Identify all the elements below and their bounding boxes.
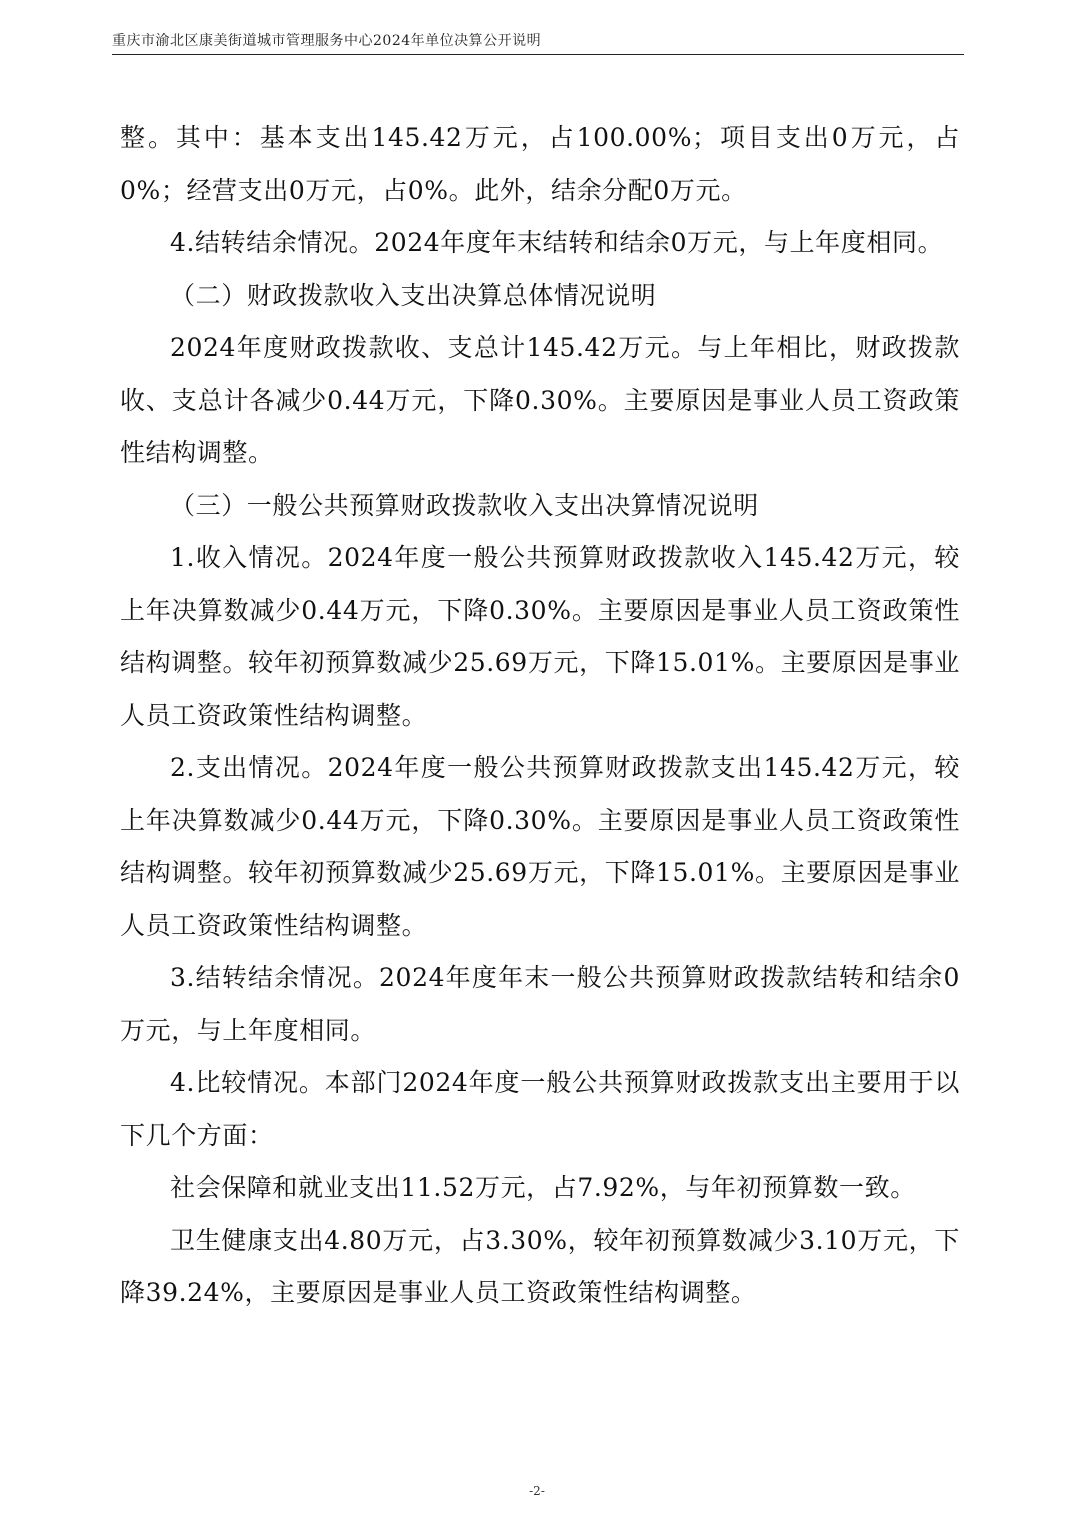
section-heading-fiscal-total: （二）财政拨款收入支出决算总体情况说明 bbox=[170, 280, 657, 310]
paragraph-income: 1.收入情况。2024年度一般公共预算财政拨款收入145.42万元，较上年决算数减少0.44万元，下降0.30%。主要原因是事业人员工资政策性结构调整。较年初预算数减少25.69万元，下降15.01%。主要原因是事业人员工资政策性结构调整。 bbox=[120, 543, 960, 730]
section-heading-general-budget: （三）一般公共预算财政拨款收入支出决算情况说明 bbox=[170, 490, 759, 520]
paragraph-general-budget-carryover: 3.结转结余情况。2024年度年末一般公共预算财政拨款结转和结余0万元，与上年度相同。 bbox=[120, 963, 960, 1045]
paragraph-carryover: 4.结转结余情况。2024年度年末结转和结余0万元，与上年度相同。 bbox=[170, 228, 944, 257]
document-body bbox=[120, 112, 960, 1320]
paragraph-fiscal-total: 2024年度财政拨款收、支总计145.42万元。与上年相比，财政拨款收、支总计各减少0.44万元，下降0.30%。主要原因是事业人员工资政策性结构调整。 bbox=[120, 333, 960, 467]
page-header bbox=[112, 28, 964, 55]
document-title: 重庆市渝北区康美街道城市管理服务中心2024年单位决算公开说明 bbox=[112, 33, 542, 49]
paragraph-expense: 2.支出情况。2024年度一般公共预算财政拨款支出145.42万元，较上年决算数减少0.44万元，下降0.30%。主要原因是事业人员工资政策性结构调整。较年初预算数减少25.69万元，下降15.01%。主要原因是事业人员工资政策性结构调整。 bbox=[120, 753, 960, 940]
paragraph-social-security: 社会保障和就业支出11.52万元，占7.92%，与年初预算数一致。 bbox=[170, 1173, 916, 1202]
paragraph-health: 卫生健康支出4.80万元，占3.30%，较年初预算数减少3.10万元，下降39.24%，主要原因是事业人员工资政策性结构调整。 bbox=[120, 1225, 960, 1307]
paragraph-expense-breakdown: 整。其中：基本支出145.42万元，占100.00%；项目支出0万元，占0%；经营支出0万元，占0%。此外，结余分配0万元。 bbox=[120, 123, 960, 205]
page-number: -2- bbox=[529, 1484, 545, 1498]
paragraph-comparison: 4.比较情况。本部门2024年度一般公共预算财政拨款支出主要用于以下几个方面： bbox=[120, 1068, 960, 1150]
